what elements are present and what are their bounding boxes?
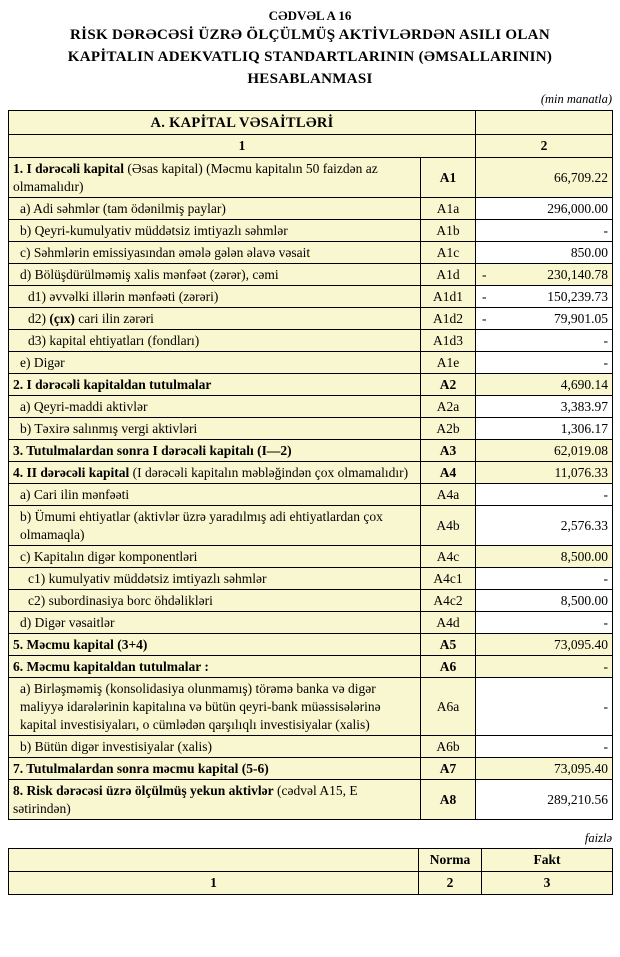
section-header-empty-cell	[476, 111, 613, 135]
norms-header-norma: Norma	[419, 849, 482, 872]
table-row-A4c2	[9, 590, 613, 612]
row-code-A2a: A2a	[421, 396, 476, 418]
row-code-A7: A7	[421, 758, 476, 780]
row-value-A4a: -	[476, 484, 613, 506]
table-row-A4c1	[9, 568, 613, 590]
row-value-A1b: -	[476, 220, 613, 242]
row-code-A8: A8	[421, 780, 476, 820]
row-label-A4d: d) Digər vəsaitlər	[9, 612, 421, 634]
value-number: 79,901.05	[554, 310, 609, 326]
row-code-A1a: A1a	[421, 198, 476, 220]
row-code-A1e: A1e	[421, 352, 476, 374]
value-number: 230,140.78	[547, 266, 609, 282]
minus-sign: -	[482, 266, 487, 282]
row-code-A6a: A6a	[421, 678, 476, 736]
minus-sign: -	[482, 288, 487, 304]
norms-colnum-row	[9, 872, 613, 895]
row-label-A3: 3. Tutulmalardan sonra I dərəcəli kapitalı (I—2)	[9, 440, 421, 462]
norms-table	[8, 848, 613, 895]
table-row-A4b	[9, 506, 613, 546]
table-row-A4	[9, 462, 613, 484]
table-row-A1a	[9, 198, 613, 220]
norms-colnum-2: 2	[419, 872, 482, 895]
row-code-A1d2: A1d2	[421, 308, 476, 330]
row-value-A1e: -	[476, 352, 613, 374]
row-value-A4: 11,076.33	[476, 462, 613, 484]
row-code-A1b: A1b	[421, 220, 476, 242]
row-value-A2a: 3,383.97	[476, 396, 613, 418]
table-row-A1c	[9, 242, 613, 264]
row-code-A5: A5	[421, 634, 476, 656]
row-value-A4d: -	[476, 612, 613, 634]
row-label-A1e: e) Digər	[9, 352, 421, 374]
section-header: A. KAPİTAL VƏSAİTLƏRİ	[9, 111, 476, 135]
row-value-A6a: -	[476, 678, 613, 736]
row-code-A4b: A4b	[421, 506, 476, 546]
norms-colnum-3: 3	[482, 872, 613, 895]
row-code-A1c: A1c	[421, 242, 476, 264]
row-value-A1: 66,709.22	[476, 158, 613, 198]
row-value-A4c2: 8,500.00	[476, 590, 613, 612]
row-value-A2b: 1,306.17	[476, 418, 613, 440]
row-code-A6: A6	[421, 656, 476, 678]
row-code-A3: A3	[421, 440, 476, 462]
row-label-A1d1: d1) əvvəlki illərin mənfəəti (zərəri)	[9, 286, 421, 308]
row-value-A1d2	[476, 308, 613, 330]
capital-table	[8, 110, 613, 820]
row-label-A4c2: c2) subordinasiya borc öhdəlikləri	[9, 590, 421, 612]
row-label-A2: 2. I dərəcəli kapitaldan tutulmalar	[9, 374, 421, 396]
row-code-A4: A4	[421, 462, 476, 484]
row-value-A4c1: -	[476, 568, 613, 590]
row-code-A1d3: A1d3	[421, 330, 476, 352]
row-code-A6b: A6b	[421, 736, 476, 758]
table-row-A6	[9, 656, 613, 678]
row-code-A4c1: A4c1	[421, 568, 476, 590]
table-row-A2b	[9, 418, 613, 440]
row-value-A4c: 8,500.00	[476, 546, 613, 568]
row-label-A1a: a) Adi səhmlər (tam ödənilmiş paylar)	[9, 198, 421, 220]
row-label-A6b: b) Bütün digər investisiyalar (xalis)	[9, 736, 421, 758]
table-row-A5	[9, 634, 613, 656]
norms-header-empty-cell	[9, 849, 419, 872]
page-title-line-3: HESABLANMASI	[247, 71, 373, 87]
row-value-A3: 62,019.08	[476, 440, 613, 462]
table-row-A8	[9, 780, 613, 820]
row-value-A1d	[476, 264, 613, 286]
row-label-A4: 4. II dərəcəli kapital (I dərəcəli kapitalın məbləğindən çox olmamalıdır)	[9, 462, 421, 484]
table-row-A1d1	[9, 286, 613, 308]
table-row-A6a	[9, 678, 613, 736]
value-number: 150,239.73	[547, 288, 609, 304]
minus-sign: -	[482, 310, 487, 326]
row-label-A1: 1. I dərəcəli kapital (Əsas kapital) (Məcmu kapitalın 50 faizdən az olmamalıdır)	[9, 158, 421, 198]
row-code-A1d: A1d	[421, 264, 476, 286]
row-value-A7: 73,095.40	[476, 758, 613, 780]
table-row-A4d	[9, 612, 613, 634]
table-row-A1d	[9, 264, 613, 286]
title-block	[8, 8, 612, 90]
table-row-A3	[9, 440, 613, 462]
row-value-A1d3: -	[476, 330, 613, 352]
percent-note: faizlə	[584, 831, 612, 845]
row-code-A4c2: A4c2	[421, 590, 476, 612]
norms-header-row	[9, 849, 613, 872]
table-row-A4a	[9, 484, 613, 506]
table-row-A2a	[9, 396, 613, 418]
row-label-A1b: b) Qeyri-kumulyativ müddətsiz imtiyazlı səhmlər	[9, 220, 421, 242]
column-number-2: 2	[476, 135, 613, 158]
column-number-row	[9, 135, 613, 158]
row-label-A6: 6. Məcmu kapitaldan tutulmalar :	[9, 656, 421, 678]
row-label-A1d2: d2) (çıx) cari ilin zərəri	[9, 308, 421, 330]
table-row-A1d2	[9, 308, 613, 330]
table-row-A6b	[9, 736, 613, 758]
row-value-A4b: 2,576.33	[476, 506, 613, 546]
row-label-A4c: c) Kapitalın digər komponentləri	[9, 546, 421, 568]
row-value-A8: 289,210.56	[476, 780, 613, 820]
row-code-A1: A1	[421, 158, 476, 198]
table-row-A2	[9, 374, 613, 396]
column-number-1: 1	[9, 135, 476, 158]
row-value-A1c: 850.00	[476, 242, 613, 264]
table-row-A1d3	[9, 330, 613, 352]
page-title-line-1: RİSK DƏRƏCƏSİ ÜZRƏ ÖLÇÜLMÜŞ AKTİVLƏRDƏN ASILI OLAN	[70, 27, 550, 43]
row-code-A2b: A2b	[421, 418, 476, 440]
row-code-A1d1: A1d1	[421, 286, 476, 308]
row-label-A4b: b) Ümumi ehtiyatlar (aktivlər üzrə yaradılmış adi ehtiyatlardan çox olmamaqla)	[9, 506, 421, 546]
table-row-A4c	[9, 546, 613, 568]
row-value-A1a: 296,000.00	[476, 198, 613, 220]
row-label-A6a: a) Birləşməmiş (konsolidasiya olunmamış) törəmə banka və digər maliyyə idarələrinin kapitalına və bütün qeyri-bank müəssisələrinə kapital investisiyaları, o cümlədən qarşılıqlı investisiyalar (xalis)	[9, 678, 421, 736]
section-header-row	[9, 111, 613, 135]
table-number: CƏDVƏL A 16	[268, 8, 352, 23]
row-value-A5: 73,095.40	[476, 634, 613, 656]
table-row-A1	[9, 158, 613, 198]
row-label-A1c: c) Səhmlərin emissiyasından əmələ gələn əlavə vəsait	[9, 242, 421, 264]
table-row-A1e	[9, 352, 613, 374]
row-label-A1d: d) Bölüşdürülməmiş xalis mənfəət (zərər), cəmi	[9, 264, 421, 286]
row-label-A7: 7. Tutulmalardan sonra məcmu kapital (5-6)	[9, 758, 421, 780]
page-title-line-2: KAPİTALIN ADEKVATLIQ STANDARTLARININ (ƏMSALLARININ)	[67, 49, 553, 65]
row-label-A4a: a) Cari ilin mənfəəti	[9, 484, 421, 506]
row-label-A4c1: c1) kumulyativ müddətsiz imtiyazlı səhmlər	[9, 568, 421, 590]
row-value-A6b: -	[476, 736, 613, 758]
table-row-A7	[9, 758, 613, 780]
row-label-A8: 8. Risk dərəcəsi üzrə ölçülmüş yekun aktivlər (cədvəl A15, E sətirindən)	[9, 780, 421, 820]
row-value-A6: -	[476, 656, 613, 678]
norms-colnum-1: 1	[9, 872, 419, 895]
row-code-A4d: A4d	[421, 612, 476, 634]
unit-note: (min manatla)	[540, 92, 612, 106]
capital-table-body	[9, 158, 613, 820]
row-label-A2a: a) Qeyri-maddi aktivlər	[9, 396, 421, 418]
row-label-A2b: b) Təxirə salınmış vergi aktivləri	[9, 418, 421, 440]
table-row-A1b	[9, 220, 613, 242]
row-value-A1d1	[476, 286, 613, 308]
row-code-A4c: A4c	[421, 546, 476, 568]
norms-header-fakt: Fakt	[482, 849, 613, 872]
row-value-A2: 4,690.14	[476, 374, 613, 396]
row-code-A4a: A4a	[421, 484, 476, 506]
row-label-A1d3: d3) kapital ehtiyatları (fondları)	[9, 330, 421, 352]
row-code-A2: A2	[421, 374, 476, 396]
row-label-A5: 5. Məcmu kapital (3+4)	[9, 634, 421, 656]
